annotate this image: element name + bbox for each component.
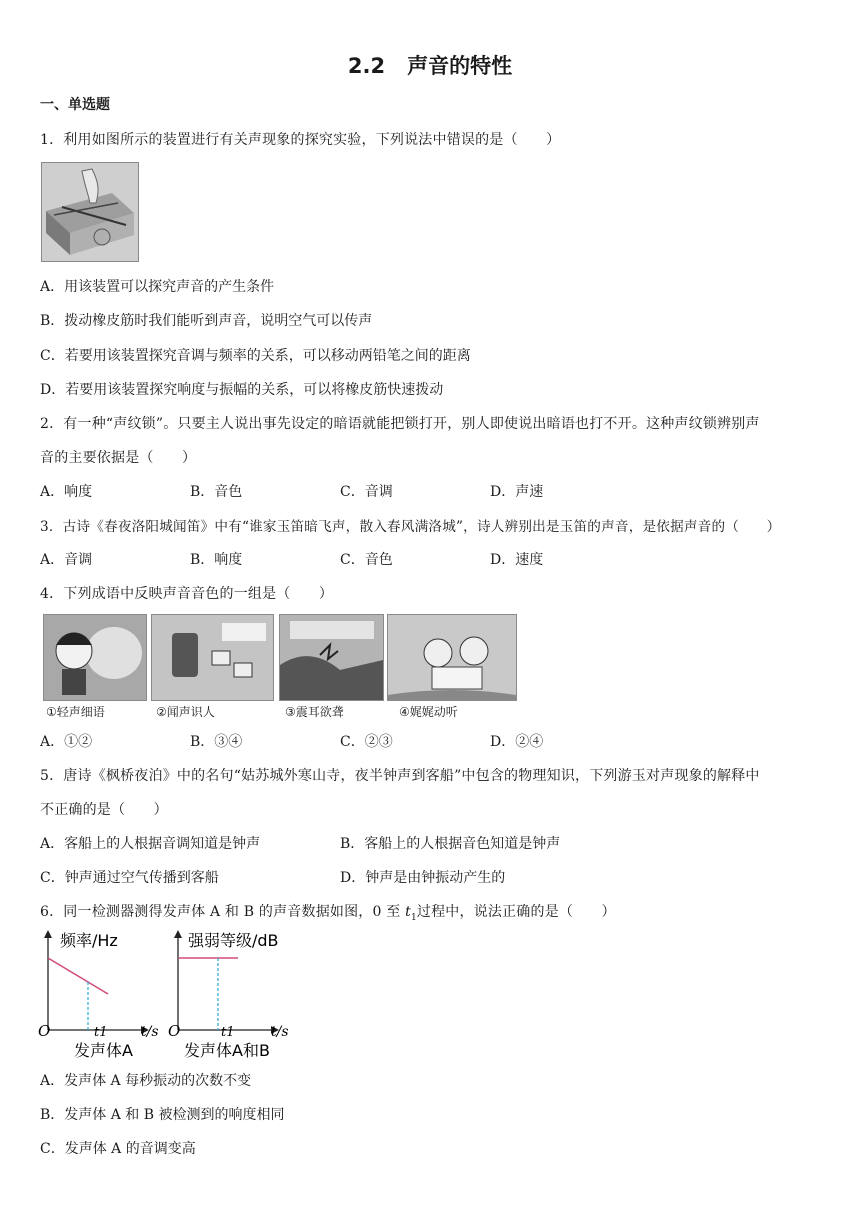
- question-2-option-b[interactable]: B．音色: [190, 484, 243, 500]
- question-1-option-c[interactable]: C．若要用该装置探究音调与频率的关系，可以移动两铅笔之间的距离: [40, 348, 471, 364]
- x-axis-label: t/s: [141, 1024, 159, 1040]
- question-5-option-a[interactable]: A．客船上的人根据音调知道是钟声: [40, 836, 261, 852]
- question-6-stem-prefix: 6．同一检测器测得发声体 A 和 B 的声音数据如图，0 至: [40, 904, 406, 920]
- question-6-stem-t: t: [405, 904, 411, 920]
- question-6-stem: [40, 901, 616, 923]
- thunder-icon: [280, 615, 383, 700]
- children-reading-icon: [388, 615, 516, 700]
- question-5-stem-line-2: 不正确的是（ ）: [40, 802, 168, 818]
- question-4-option-c[interactable]: C．②③: [340, 734, 393, 750]
- origin-label: O: [168, 1022, 181, 1040]
- recognize-voice-cartoon-image: [151, 614, 274, 701]
- q6-charts: [36, 926, 306, 1064]
- question-5-stem-line-1: 5．唐诗《枫桥夜泊》中的名句“姑苏城外寒山寺，夜半钟声到客船”中包含的物理知识，下列游玉对声现象的解释中: [40, 768, 760, 784]
- y-axis-label: 频率/Hz: [60, 931, 118, 950]
- question-1-option-a[interactable]: A．用该装置可以探究声音的产生条件: [40, 279, 275, 295]
- caption-2: ②闻声识人: [156, 705, 215, 719]
- question-1-option-b[interactable]: B．拨动橡皮筋时我们能听到声音，说明空气可以传声: [40, 313, 373, 329]
- origin-label: O: [38, 1022, 51, 1040]
- whisper-cartoon-image: [43, 614, 147, 701]
- section-heading: 一、单选题: [40, 97, 110, 113]
- series-line: [48, 958, 108, 994]
- question-3-option-c[interactable]: C．音色: [340, 552, 393, 568]
- question-3-option-d[interactable]: D．速度: [490, 552, 544, 568]
- question-3-option-a[interactable]: A．音调: [40, 552, 93, 568]
- question-6-option-a[interactable]: A．发声体 A 每秒振动的次数不变: [40, 1073, 252, 1089]
- question-6-stem-sub: 1: [410, 912, 417, 923]
- question-4-option-b[interactable]: B．③④: [190, 734, 243, 750]
- question-5-option-d[interactable]: D．钟声是由钟振动产生的: [340, 870, 506, 886]
- question-5-option-b[interactable]: B．客船上的人根据音色知道是钟声: [340, 836, 561, 852]
- chart-frequency: [38, 930, 159, 1060]
- question-2-option-a[interactable]: A．响度: [40, 484, 93, 500]
- question-2-stem-line-2: 音的主要依据是（ ）: [40, 450, 197, 466]
- caption-4: ④娓娓动听: [399, 705, 458, 719]
- chart-loudness: [168, 930, 289, 1060]
- y-axis-label: 强弱等级/dB: [188, 931, 279, 950]
- question-2-option-c[interactable]: C．音调: [340, 484, 393, 500]
- question-2-stem-line-1: 2．有一种“声纹锁”。只要主人说出事先设定的暗语就能把锁打开，别人即使说出暗语也打不开。这种声纹锁辨别声: [40, 416, 760, 432]
- title-text: 声音的特性: [407, 54, 513, 78]
- chart-caption: 发声体A: [74, 1041, 133, 1060]
- question-2-option-d[interactable]: D．声速: [490, 484, 544, 500]
- x-axis-label: t/s: [271, 1024, 289, 1040]
- pleasant-talk-cartoon-image: [387, 614, 517, 701]
- caption-1: ①轻声细语: [46, 705, 105, 719]
- deafening-cartoon-image: [279, 614, 384, 701]
- y-axis-arrow: [174, 930, 182, 938]
- girl-whisper-icon: [44, 615, 146, 700]
- phone-recognize-icon: [152, 615, 273, 700]
- question-3-stem: 3．古诗《春夜洛阳城闻笛》中有“谁家玉笛暗飞声，散入春风满洛城”，诗人辨别出是玉笛的声音，是依据声音的（ ）: [40, 519, 781, 535]
- series-layer: [48, 958, 108, 1030]
- question-5-option-c[interactable]: C．钟声通过空气传播到客船: [40, 870, 219, 886]
- question-4-stem: 4．下列成语中反映声音音色的一组是（ ）: [40, 586, 334, 602]
- x-tick-label: t1: [221, 1025, 235, 1040]
- question-4-option-a[interactable]: A．①②: [40, 734, 93, 750]
- page-title: [0, 50, 860, 80]
- chart-caption: 发声体A和B: [184, 1041, 270, 1060]
- rubber-band-box-image: [41, 162, 139, 262]
- question-6-option-b[interactable]: B．发声体 A 和 B 被检测到的响度相同: [40, 1107, 285, 1123]
- caption-3: ③震耳欲聋: [285, 705, 344, 719]
- question-6-option-c[interactable]: C．发声体 A 的音调变高: [40, 1141, 196, 1157]
- question-4-option-d[interactable]: D．②④: [490, 734, 544, 750]
- question-3-option-b[interactable]: B．响度: [190, 552, 243, 568]
- title-number: 2.2: [347, 54, 386, 78]
- box-with-rubber-band-icon: [42, 163, 138, 261]
- question-1-stem: 1．利用如图所示的装置进行有关声现象的探究实验，下列说法中错误的是（ ）: [40, 132, 561, 148]
- series-layer: [178, 958, 238, 1030]
- y-axis-arrow: [44, 930, 52, 938]
- x-tick-label: t1: [94, 1025, 108, 1040]
- question-1-option-d[interactable]: D．若要用该装置探究响度与振幅的关系，可以将橡皮筋快速拨动: [40, 382, 444, 398]
- question-6-stem-suffix: 过程中，说法正确的是（ ）: [416, 904, 616, 920]
